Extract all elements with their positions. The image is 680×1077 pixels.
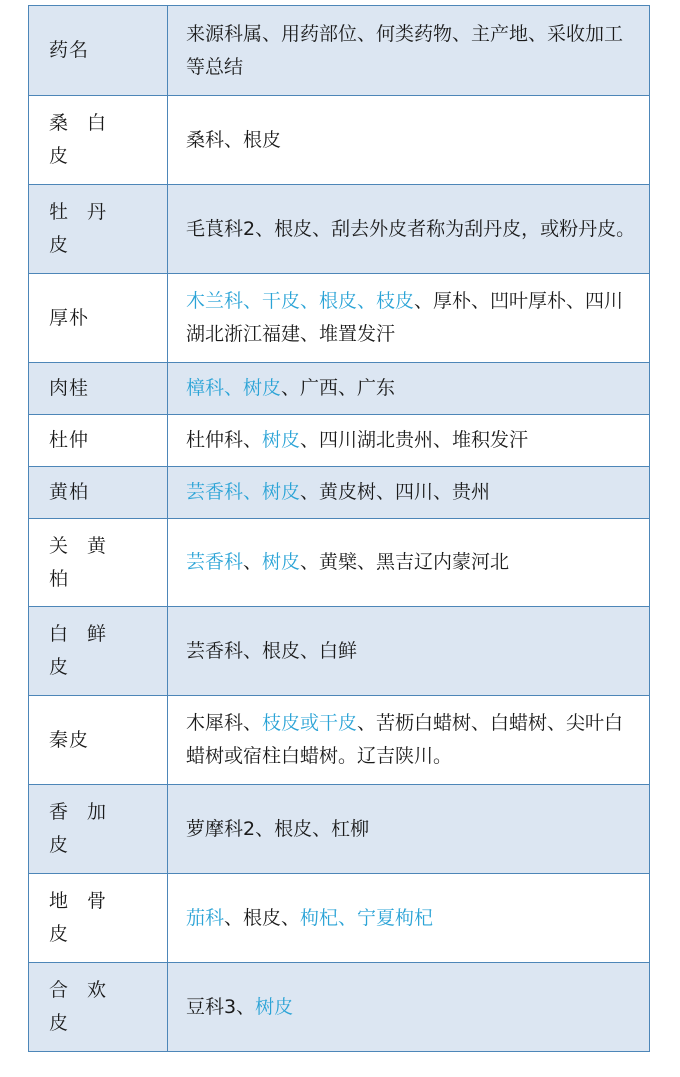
summary-text: 杜仲科、 (186, 429, 263, 451)
table-row (29, 96, 650, 185)
herb-name: 香加皮 (49, 801, 107, 856)
table-row (29, 785, 650, 874)
herb-name: 合欢皮 (49, 979, 107, 1034)
herb-name: 厚朴 (49, 306, 90, 329)
herb-name-cell (29, 6, 168, 96)
herb-summary-cell (168, 519, 650, 607)
herb-name: 药名 (49, 39, 90, 61)
herb-summary-cell (168, 963, 650, 1052)
summary-text: 、四川湖北贵州、堆积发汗 (300, 429, 529, 451)
herb-name-cell (29, 363, 168, 415)
summary-text: 桑科、根皮 (186, 128, 282, 151)
herb-summary-cell (168, 274, 650, 363)
highlighted-text: 枸杞、宁夏枸杞 (300, 906, 434, 929)
summary-text: 、根皮、 (224, 906, 301, 929)
herb-summary-cell (168, 785, 650, 874)
table-body (29, 6, 650, 1052)
herb-summary-cell (168, 607, 650, 696)
summary-text: 来源科属、用药部位、何类药物、主产地、采收加工等总结 (186, 22, 624, 78)
herb-name-cell (29, 96, 168, 185)
highlighted-text: 木兰科、干皮、根皮、枝皮 (186, 290, 415, 312)
table-row (29, 963, 650, 1052)
summary-text: 芸香科、根皮、白鲜 (186, 639, 358, 662)
highlighted-text: 芸香科 (186, 551, 244, 573)
summary-text: 、广西、广东 (281, 377, 396, 399)
highlighted-text: 枝皮或干皮 (262, 712, 358, 734)
summary-text: 毛茛科2、根皮、刮去外皮者称为刮丹皮，或粉丹皮。 (186, 217, 636, 240)
herb-name-cell (29, 467, 168, 519)
herb-name: 杜仲 (49, 429, 90, 451)
table-row (29, 363, 650, 415)
herb-name-cell (29, 519, 168, 607)
herb-name-cell (29, 607, 168, 696)
highlighted-text: 樟科、树皮 (186, 377, 282, 399)
summary-text: 豆科3、 (186, 995, 256, 1018)
highlighted-text: 茄科 (186, 906, 225, 929)
herb-name: 地骨皮 (49, 890, 107, 945)
herb-name-cell (29, 696, 168, 785)
herb-name-cell (29, 185, 168, 274)
herb-name-cell (29, 415, 168, 467)
herb-name: 黄柏 (49, 481, 90, 503)
herb-name-cell (29, 874, 168, 963)
herb-summary-cell (168, 363, 650, 415)
table-row (29, 185, 650, 274)
herb-summary-cell (168, 96, 650, 185)
highlighted-text: 树皮 (255, 995, 294, 1018)
herb-summary-cell (168, 415, 650, 467)
summary-text: 、苦枥白蜡树、白蜡树、尖叶白蜡树或宿柱白蜡树。辽吉陕川。 (186, 712, 624, 767)
summary-text: 、黄檗、黑吉辽内蒙河北 (300, 551, 510, 573)
herb-name: 白鲜皮 (49, 623, 107, 678)
herb-name-cell (29, 963, 168, 1052)
summary-text: 萝摩科2、根皮、杠柳 (186, 817, 370, 840)
summary-text: 、黄皮树、四川、贵州 (300, 481, 491, 503)
herb-name: 牡丹皮 (49, 201, 107, 256)
table-row (29, 607, 650, 696)
herb-name: 肉桂 (49, 377, 90, 399)
table-row (29, 696, 650, 785)
herb-name: 关黄柏 (49, 534, 107, 590)
table-row (29, 467, 650, 519)
summary-text: 、 (243, 551, 263, 573)
herb-name-cell (29, 274, 168, 363)
herb-name: 桑白皮 (49, 112, 107, 167)
herb-summary-cell (168, 6, 650, 96)
herb-name: 秦皮 (49, 728, 90, 751)
table-row (29, 874, 650, 963)
highlighted-text: 树皮 (262, 551, 301, 573)
highlighted-text: 树皮 (262, 429, 301, 451)
table-row (29, 6, 650, 96)
herb-summary-sheet (28, 5, 650, 1052)
herb-summary-cell (168, 696, 650, 785)
herb-summary-table (28, 5, 650, 1052)
herb-summary-cell (168, 185, 650, 274)
herb-summary-cell (168, 467, 650, 519)
herb-name-cell (29, 785, 168, 874)
table-row (29, 519, 650, 607)
summary-text: 、厚朴、凹叶厚朴、四川湖北浙江福建、堆置发汗 (186, 290, 624, 345)
summary-text: 木犀科、 (186, 712, 263, 734)
highlighted-text: 芸香科、树皮 (186, 481, 301, 503)
herb-summary-cell (168, 874, 650, 963)
table-row (29, 415, 650, 467)
table-row (29, 274, 650, 363)
